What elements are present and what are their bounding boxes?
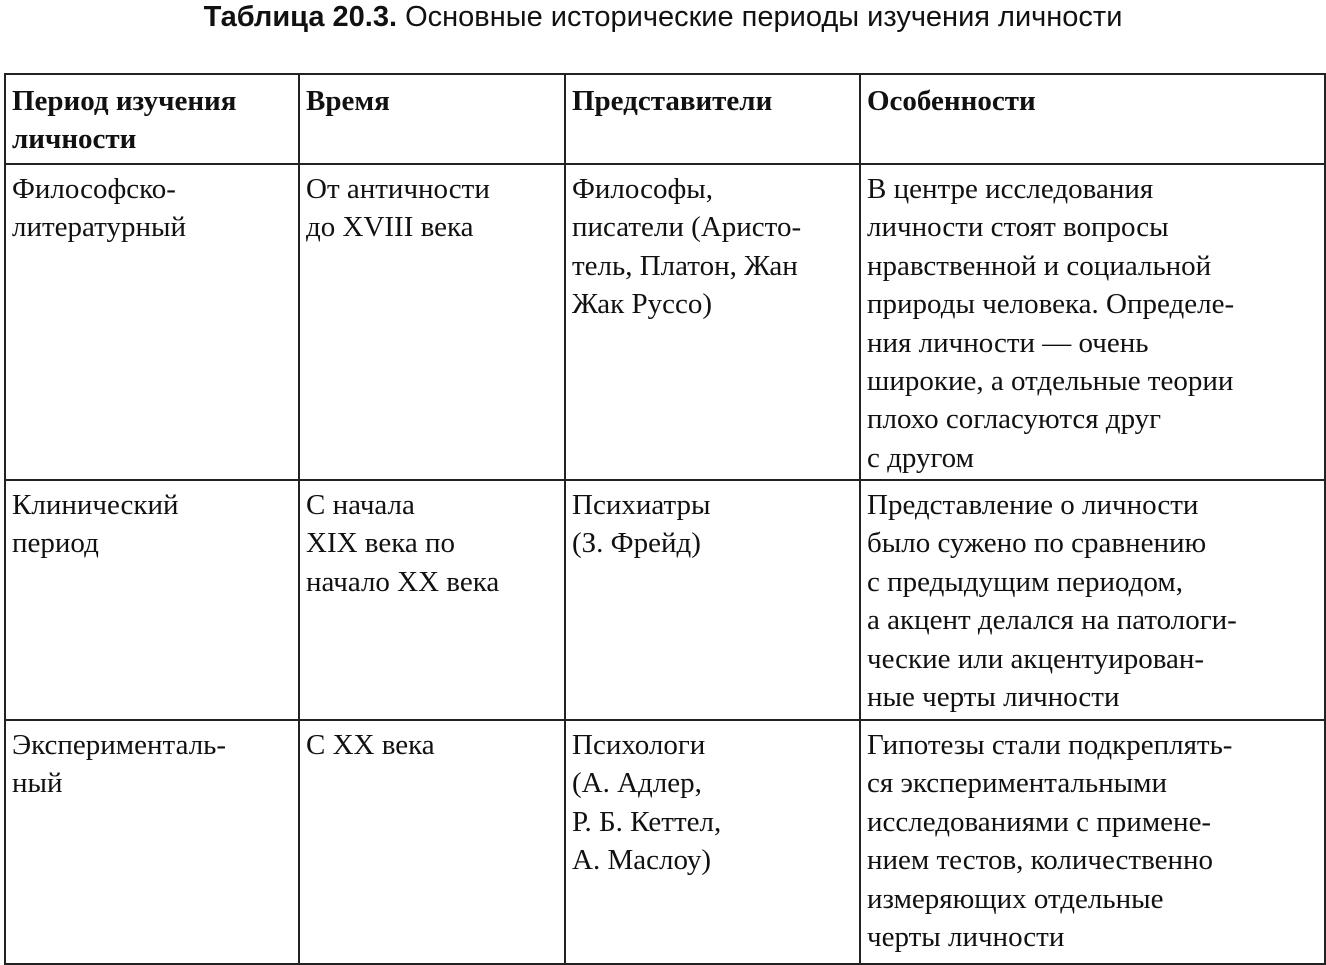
table-row [5, 480, 1325, 720]
header-features: Особенности [860, 74, 1325, 164]
cell-time: С начала XIX века по начало XX века [299, 480, 565, 720]
cell-time: С XX века [299, 720, 565, 964]
header-time: Время [299, 74, 565, 164]
periods-table [4, 73, 1326, 965]
table-row [5, 164, 1325, 480]
cell-period: Философско- литературный [5, 164, 299, 480]
header-representatives: Представители [565, 74, 860, 164]
cell-time: От античности до XVIII века [299, 164, 565, 480]
cell-features: В центре исследования личности стоят вопросы нравственной и социальной природы человека. Определе- ния личности — очень широкие, а отдельные теории плохо согласуются друг с другом [860, 164, 1325, 480]
cell-period: Клинический период [5, 480, 299, 720]
cell-period: Эксперименталь- ный [5, 720, 299, 964]
cell-representatives: Психологи (А. Адлер, Р. Б. Кеттел, А. Маслоу) [565, 720, 860, 964]
table-row [5, 720, 1325, 964]
caption-label: Таблица 20.3. [203, 1, 398, 33]
cell-representatives: Философы, писатели (Аристо- тель, Платон, Жан Жак Руссо) [565, 164, 860, 480]
table-header-row [5, 74, 1325, 164]
cell-features: Представление о личности было сужено по сравнению с предыдущим периодом, а акцент делался на патологи- ческие или акцентуирован- ные черты личности [860, 480, 1325, 720]
table-caption [0, 0, 1326, 40]
header-period: Период изучения личности [5, 74, 299, 164]
cell-representatives: Психиатры (З. Фрейд) [565, 480, 860, 720]
caption-title: Основные исторические периоды изучения личности [397, 1, 1123, 33]
cell-features: Гипотезы стали подкреплять- ся экспериментальными исследованиями с примене- нием тестов, количественно измеряющих отдельные черты личности [860, 720, 1325, 964]
